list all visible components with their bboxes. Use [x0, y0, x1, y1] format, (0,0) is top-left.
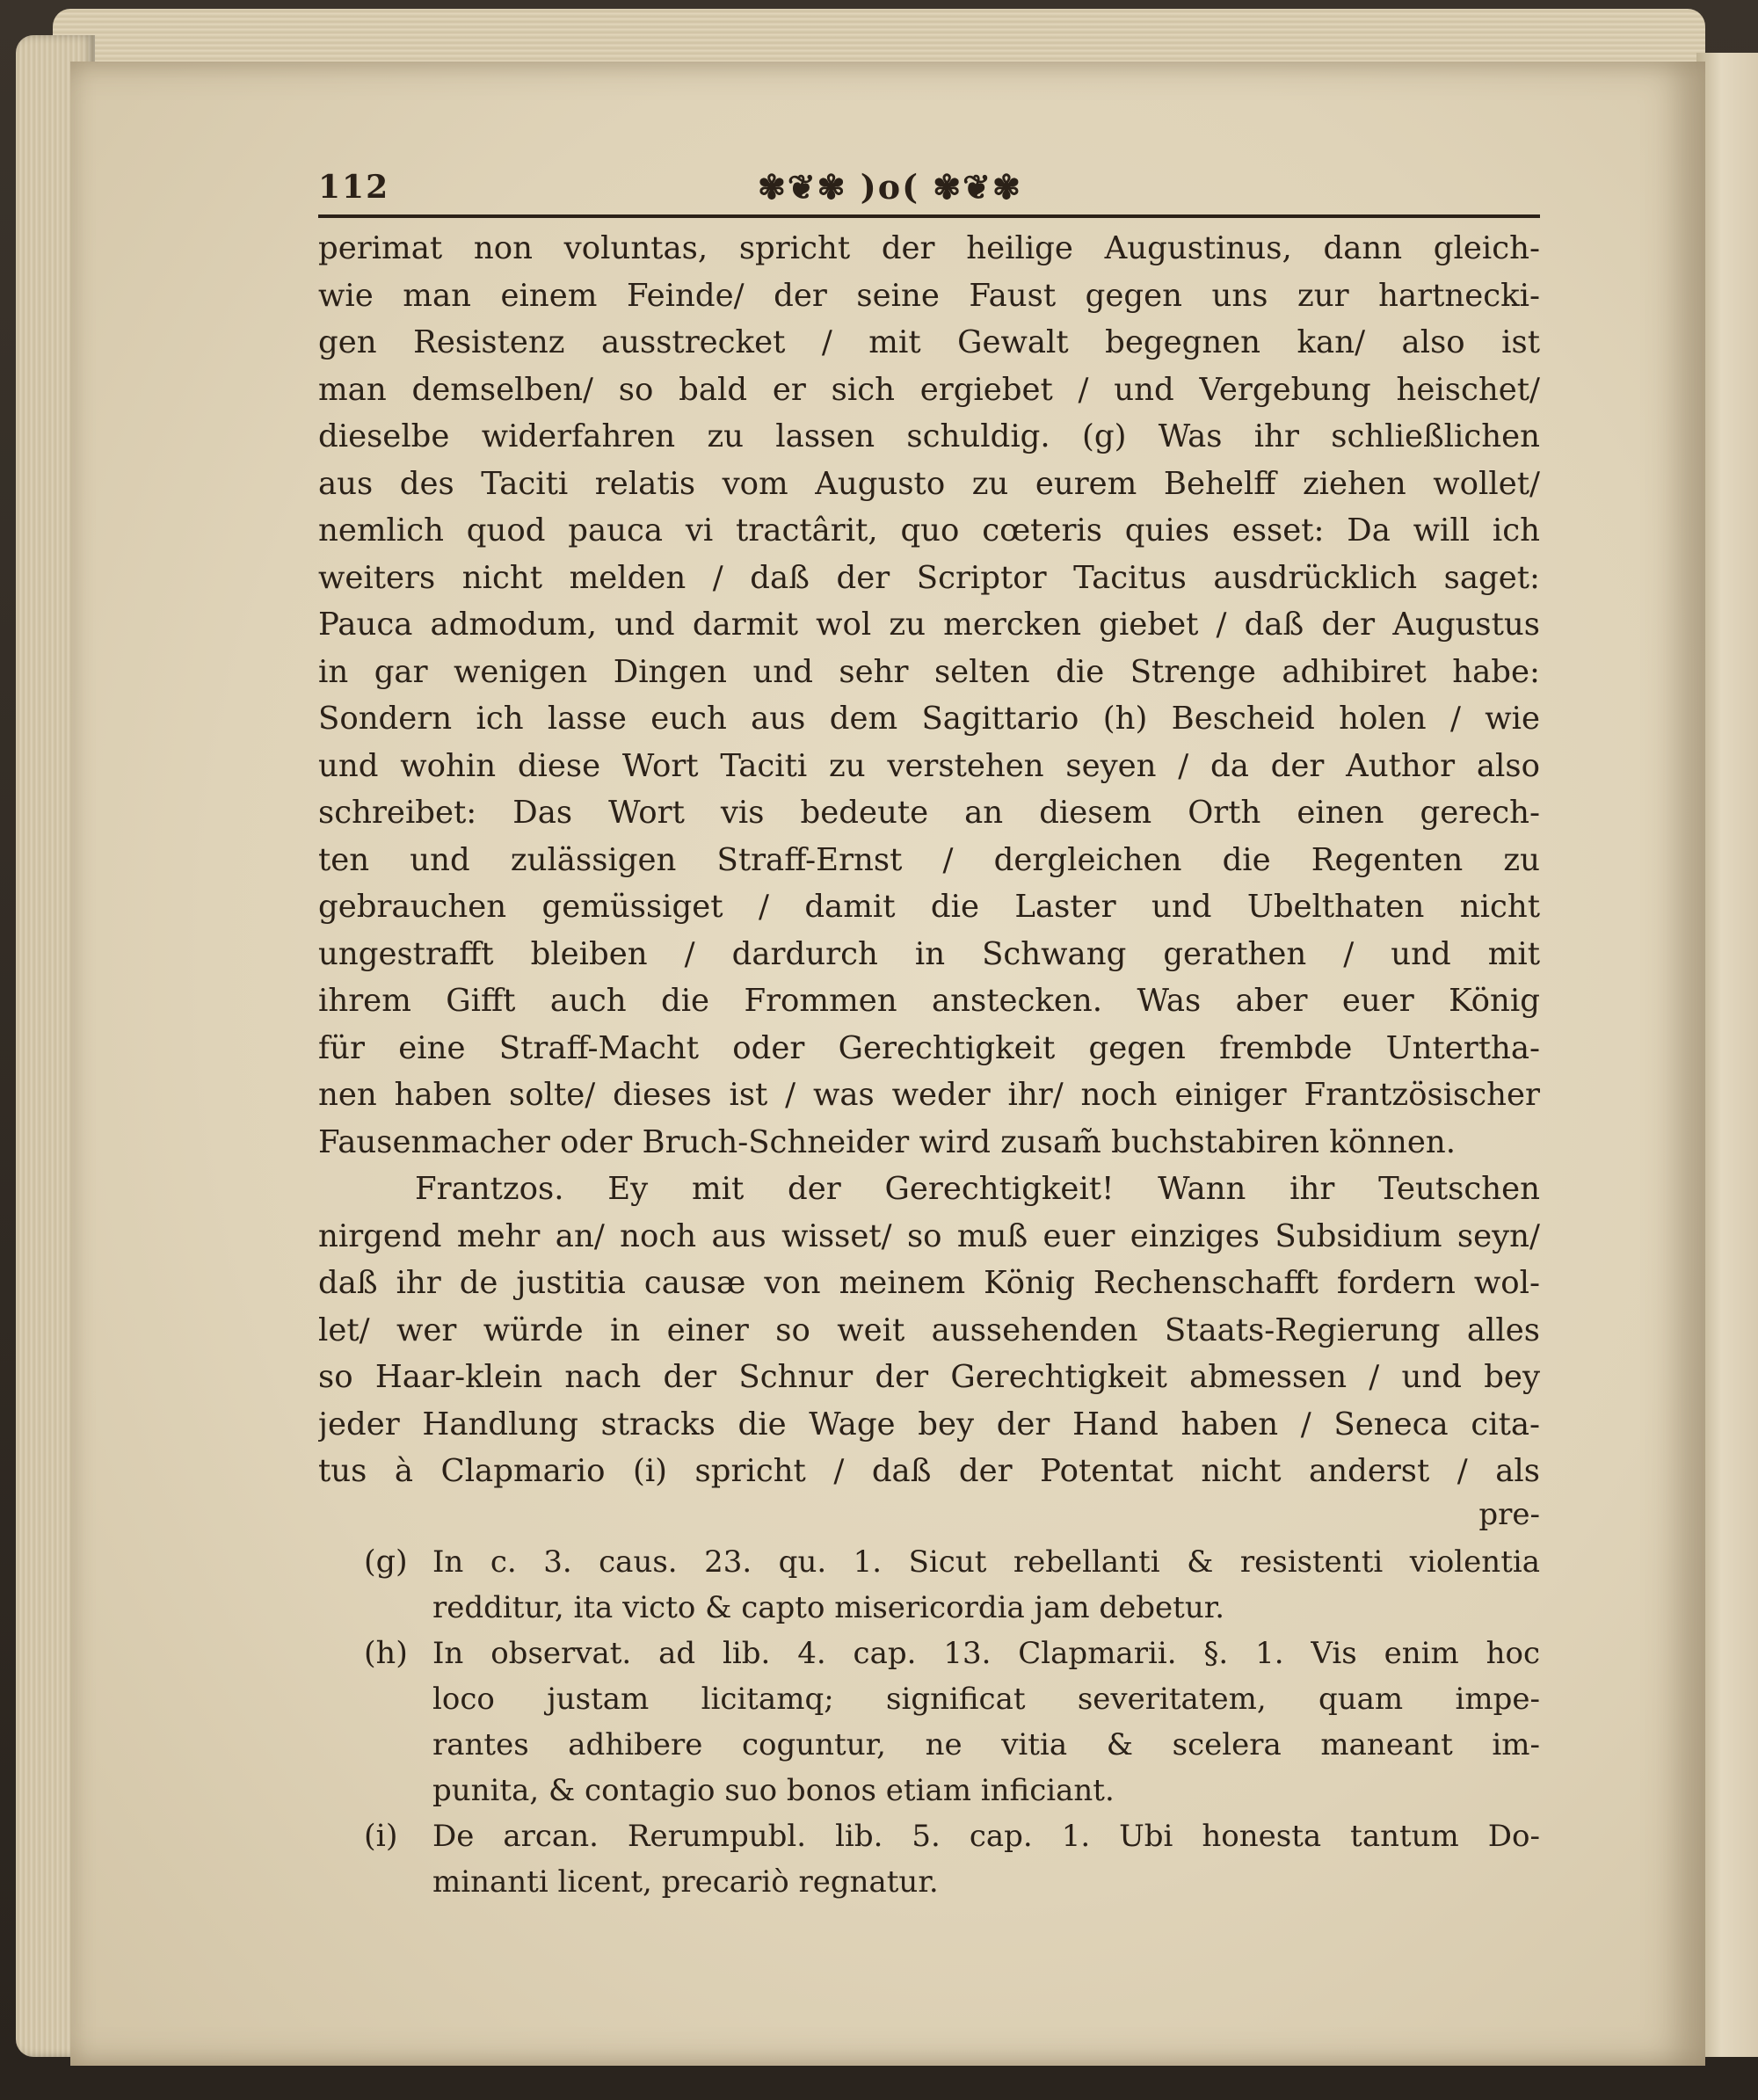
footnote-line: De arcan. Rerumpubl. lib. 5. cap. 1. Ubi honesta tantum Do- — [432, 1818, 1540, 1854]
footnote-line: In observat. ad lib. 4. cap. 13. Clapmarii. §. 1. Vis enim hoc — [432, 1635, 1540, 1671]
footnote-label: (h) — [364, 1635, 408, 1671]
text-line: dieselbe widerfahren zu lassen schuldig. (g) Was ihr schließlichen — [318, 418, 1540, 454]
text-line: gebrauchen gemüssiget / damit die Laster und Ubelthaten nicht — [318, 889, 1540, 925]
text-line: ten und zulässigen Straff-Ernst / dergleichen die Regenten zu — [318, 841, 1540, 878]
footnote-line: loco justam licitamq; significat severitatem, quam impe- — [432, 1681, 1540, 1717]
footnote-line: minanti licent, precariò regnatur. — [432, 1864, 939, 1900]
running-header — [318, 167, 1540, 218]
text-line: aus des Taciti relatis vom Augusto zu eurem Behelff ziehen wollet/ — [318, 465, 1540, 502]
text-line: und wohin diese Wort Taciti zu verstehen seyen / da der Author also — [318, 747, 1540, 784]
body-text — [318, 225, 1540, 1495]
footnote-label: (i) — [364, 1818, 398, 1854]
catchword: pre- — [1478, 1496, 1540, 1532]
text-line: perimat non voluntas, spricht der heilige Augustinus, dann gleich- — [318, 230, 1540, 266]
text-line: so Haar-klein nach der Schnur der Gerechtigkeit abmessen / und bey — [318, 1359, 1540, 1395]
text-line: Pauca admodum, und darmit wol zu mercken giebet / daß der Augustus — [318, 607, 1540, 643]
footnote-line: rantes adhibere coguntur, ne vitia & scelera maneant im- — [432, 1726, 1540, 1762]
text-line: nirgend mehr an/ noch aus wisset/ so muß euer einziges Subsidium seyn/ — [318, 1217, 1540, 1254]
text-line: man demselben/ so bald er sich ergiebet / und Vergebung heischet/ — [318, 371, 1540, 408]
page-number: 112 — [318, 169, 390, 206]
text-line: daß ihr de justitia causæ von meinem König Rechenschafft fordern wol- — [318, 1265, 1540, 1301]
text-line: gen Resistenz ausstrecket / mit Gewalt begegnen kan/ also ist — [318, 324, 1540, 360]
text-line: ungestrafft bleiben / dardurch in Schwang gerathen / und mit — [318, 935, 1540, 972]
header-ornament: ✾❦✾ )o( ✾❦✾ — [758, 167, 1022, 207]
footnote-i — [318, 1813, 1540, 1905]
footnote-line: punita, & contagio suo bonos etiam inficiant. — [432, 1772, 1115, 1808]
footnotes — [318, 1539, 1540, 1905]
text-line: weiters nicht melden / daß der Scriptor Tacitus ausdrücklich saget: — [318, 559, 1540, 596]
text-line: Fausenmacher oder Bruch-Schneider wird zusam̃ buchstabiren können. — [318, 1123, 1457, 1160]
facing-page — [1696, 53, 1758, 2057]
text-line: wie man einem Feinde/ der seine Faust gegen uns zur hartnecki- — [318, 277, 1540, 314]
text-block — [318, 167, 1540, 1905]
text-line: nemlich quod pauca vi tractârit, quo cœteris quies esset: Da will ich — [318, 512, 1540, 549]
text-line: Frantzos. Ey mit der Gerechtigkeit! Wann ihr Teutschen — [415, 1171, 1540, 1207]
text-line: Sondern ich lasse euch aus dem Sagittario (h) Bescheid holen / wie — [318, 701, 1540, 737]
footnote-label: (g) — [364, 1544, 408, 1580]
text-line: ihrem Gifft auch die Frommen anstecken. Was aber euer König — [318, 983, 1540, 1019]
text-line: tus à Clapmario (i) spricht / daß der Potentat nicht anderst / als — [318, 1453, 1540, 1489]
footnote-g — [318, 1539, 1540, 1631]
footnote-line: In c. 3. caus. 23. qu. 1. Sicut rebellanti & resistenti violentia — [432, 1544, 1540, 1580]
text-line: in gar wenigen Dingen und sehr selten die Strenge adhibiret habe: — [318, 653, 1540, 690]
text-line: schreibet: Das Wort vis bedeute an diesem Orth einen gerech- — [318, 795, 1540, 831]
text-line: let/ wer würde in einer so weit aussehenden Staats-Regierung alles — [318, 1312, 1540, 1348]
text-line: für eine Straff-Macht oder Gerechtigkeit gegen frembde Untertha- — [318, 1029, 1540, 1066]
footnote-h — [318, 1631, 1540, 1813]
text-line: nen haben solte/ dieses ist / was weder ihr/ noch einiger Frantzösischer — [318, 1077, 1540, 1113]
text-line: jeder Handlung stracks die Wage bey der Hand haben / Seneca cita- — [318, 1406, 1540, 1442]
footnote-line: redditur, ita victo & capto misericordia jam debetur. — [432, 1589, 1225, 1625]
